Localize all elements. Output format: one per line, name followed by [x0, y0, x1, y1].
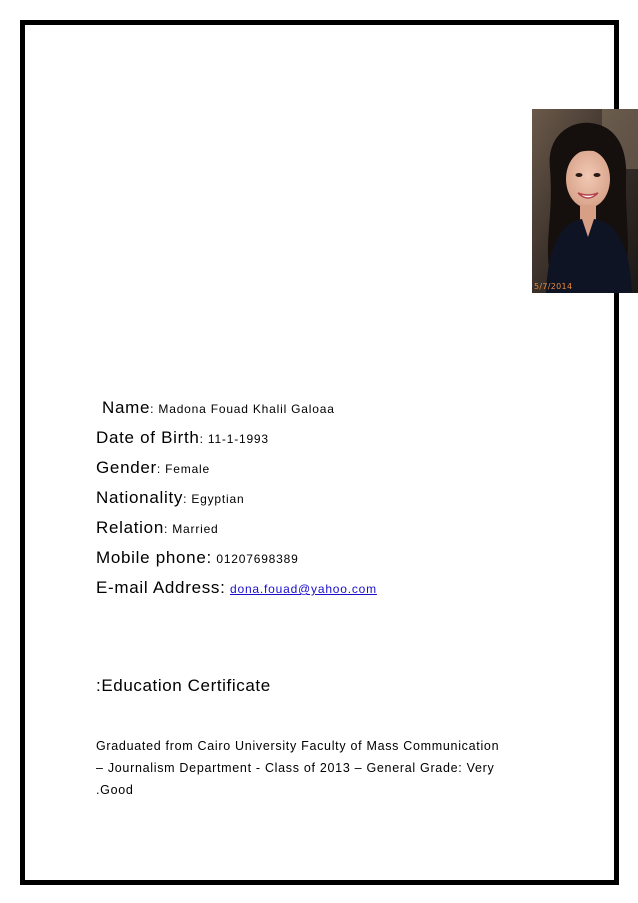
email-row	[96, 578, 377, 598]
education-line: Graduated from Cairo University Faculty of Mass Communication	[96, 739, 500, 753]
education-line: .Good	[96, 783, 134, 797]
gender-value: : Female	[156, 462, 210, 476]
dob-row	[96, 428, 269, 448]
relation-row	[96, 518, 219, 538]
nationality-value: : Egyptian	[183, 492, 245, 506]
mobile-label: Mobile phone:	[96, 548, 212, 567]
education-title: :Education Certificate	[96, 676, 271, 695]
mobile-row	[96, 548, 299, 568]
dob-value: : 11-1-1993	[199, 432, 269, 446]
gender-row	[96, 458, 210, 478]
portrait-image	[532, 109, 638, 293]
name-label: Name	[102, 398, 151, 417]
gender-label: Gender	[96, 458, 157, 477]
email-label: E-mail Address:	[96, 578, 226, 597]
dob-label: Date of Birth	[96, 428, 200, 447]
profile-photo	[532, 109, 638, 293]
name-row	[102, 398, 335, 418]
relation-value: : Married	[163, 522, 219, 536]
education-description	[96, 735, 541, 801]
relation-label: Relation	[96, 518, 164, 537]
education-line: – Journalism Department - Class of 2013 – General Grade: Very	[96, 761, 495, 775]
photo-date-stamp: 5/7/2014	[534, 282, 573, 291]
name-value: : Madona Fouad Khalil Galoaa	[150, 402, 335, 416]
nationality-row	[96, 488, 244, 508]
nationality-label: Nationality	[96, 488, 184, 507]
email-link[interactable]: dona.fouad@yahoo.com	[230, 582, 377, 596]
mobile-value: 01207698389	[216, 552, 299, 566]
